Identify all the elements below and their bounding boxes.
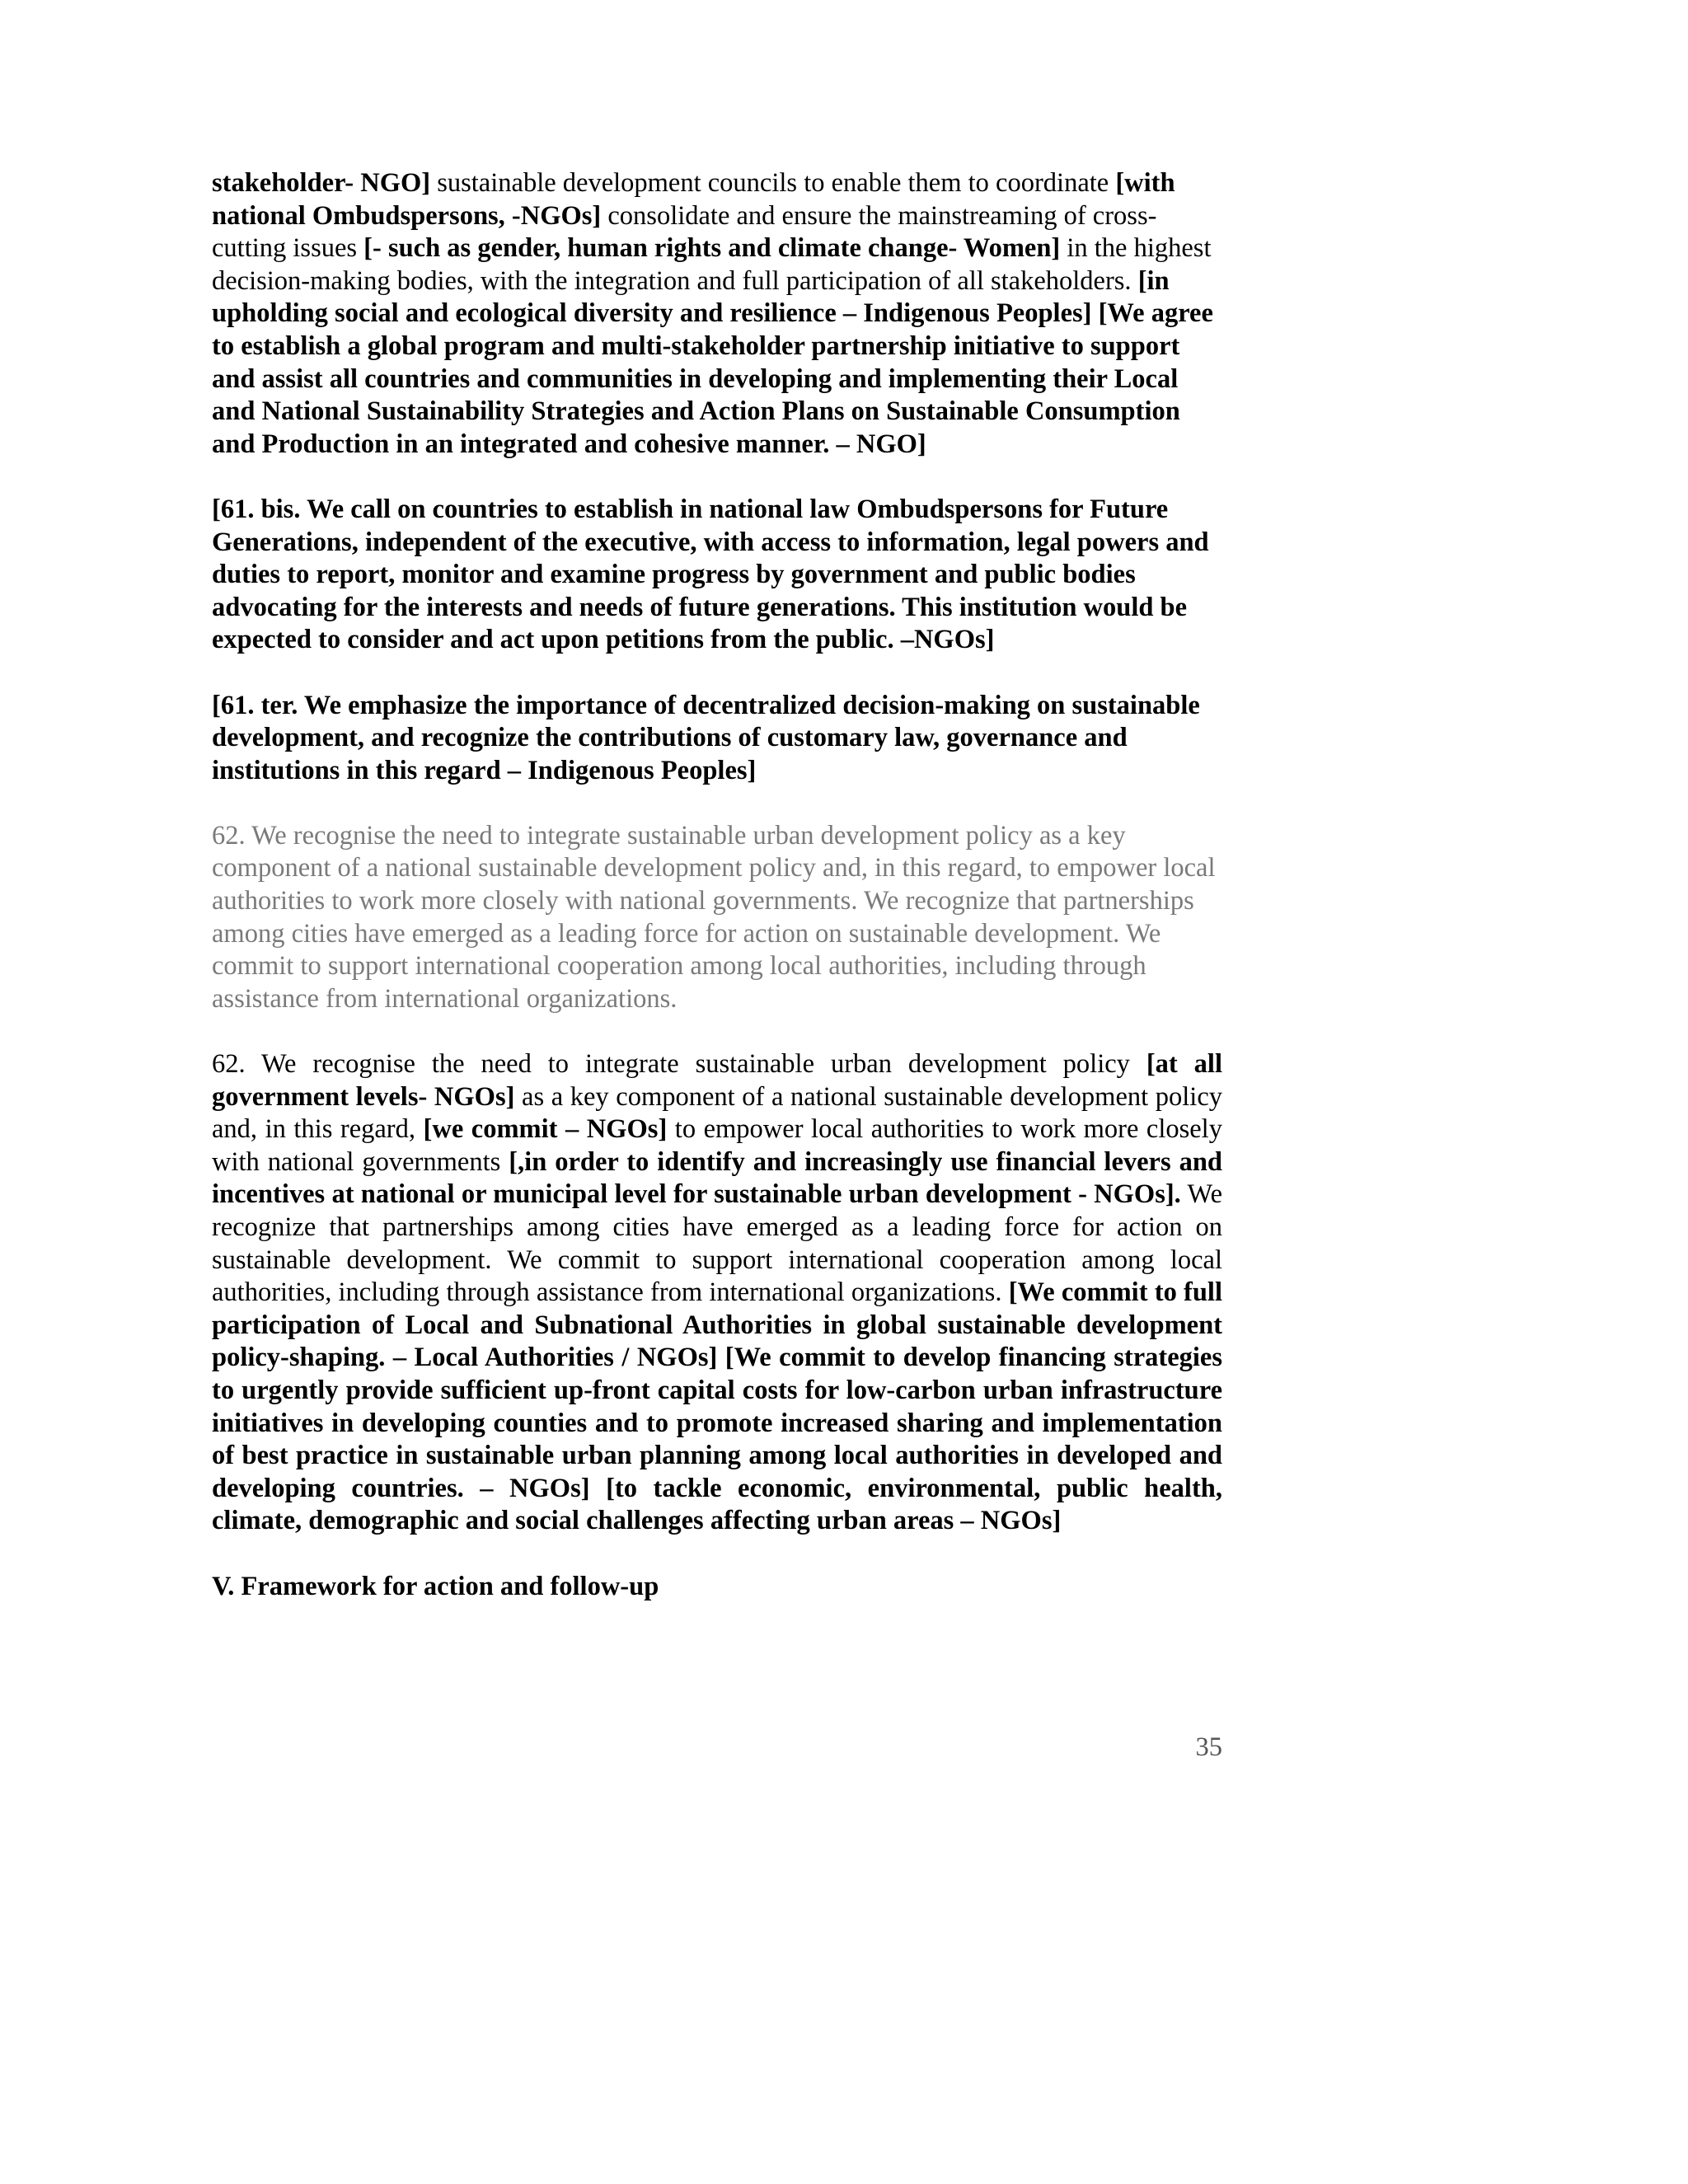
text-segment: in the highest decision-making bodies, with the integration and full participation of all stakeholders. [212, 233, 1212, 296]
section-heading: V. Framework for action and follow-up [212, 1571, 659, 1601]
text-segment: We recognize that partnerships among cities have emerged as a leading force for action on sustainable development. We commit to support international cooperation among local authorities, including through assistance from international organizations. [212, 1179, 1222, 1308]
paragraph-61-bis: [61. bis. We call on countries to establish in national law Ombudspersons for Future Generations, independent of the executive, with access to information, legal powers and duties to report, monitor and examine progress by government and public bodies advocating for the interests and needs of future generations. This institution would be expected to consider and act upon petitions from the public. –NGOs] [212, 494, 1209, 655]
text-segment: [We commit to full participation of Local and Subnational Authorities in global sustainable development policy-shaping. – Local Authorities / NGOs] [We commit to develop financing strategies to urgently provide sufficient up-front capital costs for low-carbon urban infrastructure initiatives in developing counties and to promote increased sharing and implementation of best practice in sustainable urban planning among local authorities in developed and developing countries. – NGOs] [to tackle economic, environmental, public health, climate, demographic and social challenges affecting urban areas – NGOs] [212, 1277, 1222, 1536]
text-segment: [we commit – NGOs] [423, 1114, 668, 1145]
text-segment: consolidate and ensure the mainstreaming of cross-cutting issues [212, 200, 1157, 264]
text-segment: [in upholding social and ecological diversity and resilience – Indigenous Peoples] [We agree to establish a global program and multi-stakeholder partnership initiative to support and assist all countries and communities in developing and implementing their Local and National Sustainability Strategies and Action Plans on Sustainable Consumption and Production in an integrated and cohesive manner. – NGO] [212, 265, 1213, 459]
text-segment: [,in order to identify and increasingly use financial levers and incentives at national or municipal level for sustainable urban development - NGOs]. [212, 1146, 1222, 1210]
text-segment: [at all government levels- NGOs] [212, 1049, 1222, 1112]
paragraph-60-continued [212, 167, 1222, 461]
text-segment: stakeholder- NGO] [212, 168, 431, 198]
text-segment: to empower local authorities to work more closely with national governments [212, 1114, 1222, 1177]
text-segment: as a key component of a national sustainable development policy and, in this regard, [212, 1081, 1223, 1145]
text-segment: 62. We recognise the need to integrate sustainable urban development policy [212, 1049, 1146, 1080]
document-body [212, 167, 1222, 1636]
paragraph-62-amended [212, 1048, 1222, 1538]
text-segment: [with national Ombudspersons, -NGOs] [212, 168, 1175, 231]
paragraph-61-ter: [61. ter. We emphasize the importance of decentralized decision-making on sustainable development, and recognize the contributions of customary law, governance and institutions in this regard – Indigenous Peoples] [212, 690, 1200, 785]
text-segment: sustainable development councils to enable them to coordinate [430, 168, 1116, 198]
paragraph-62-original: 62. We recognise the need to integrate sustainable urban development policy as a key component of a national sustainable development policy and, in this regard, to empower local authorities to work more closely with national governments. We recognize that partnerships among cities have emerged as a leading force for action on sustainable development. We commit to support international cooperation among local authorities, including through assistance from international organizations. [212, 820, 1216, 1014]
text-segment: [- such as gender, human rights and climate change- Women] [363, 233, 1061, 264]
page-number: 35 [1195, 1732, 1222, 1762]
